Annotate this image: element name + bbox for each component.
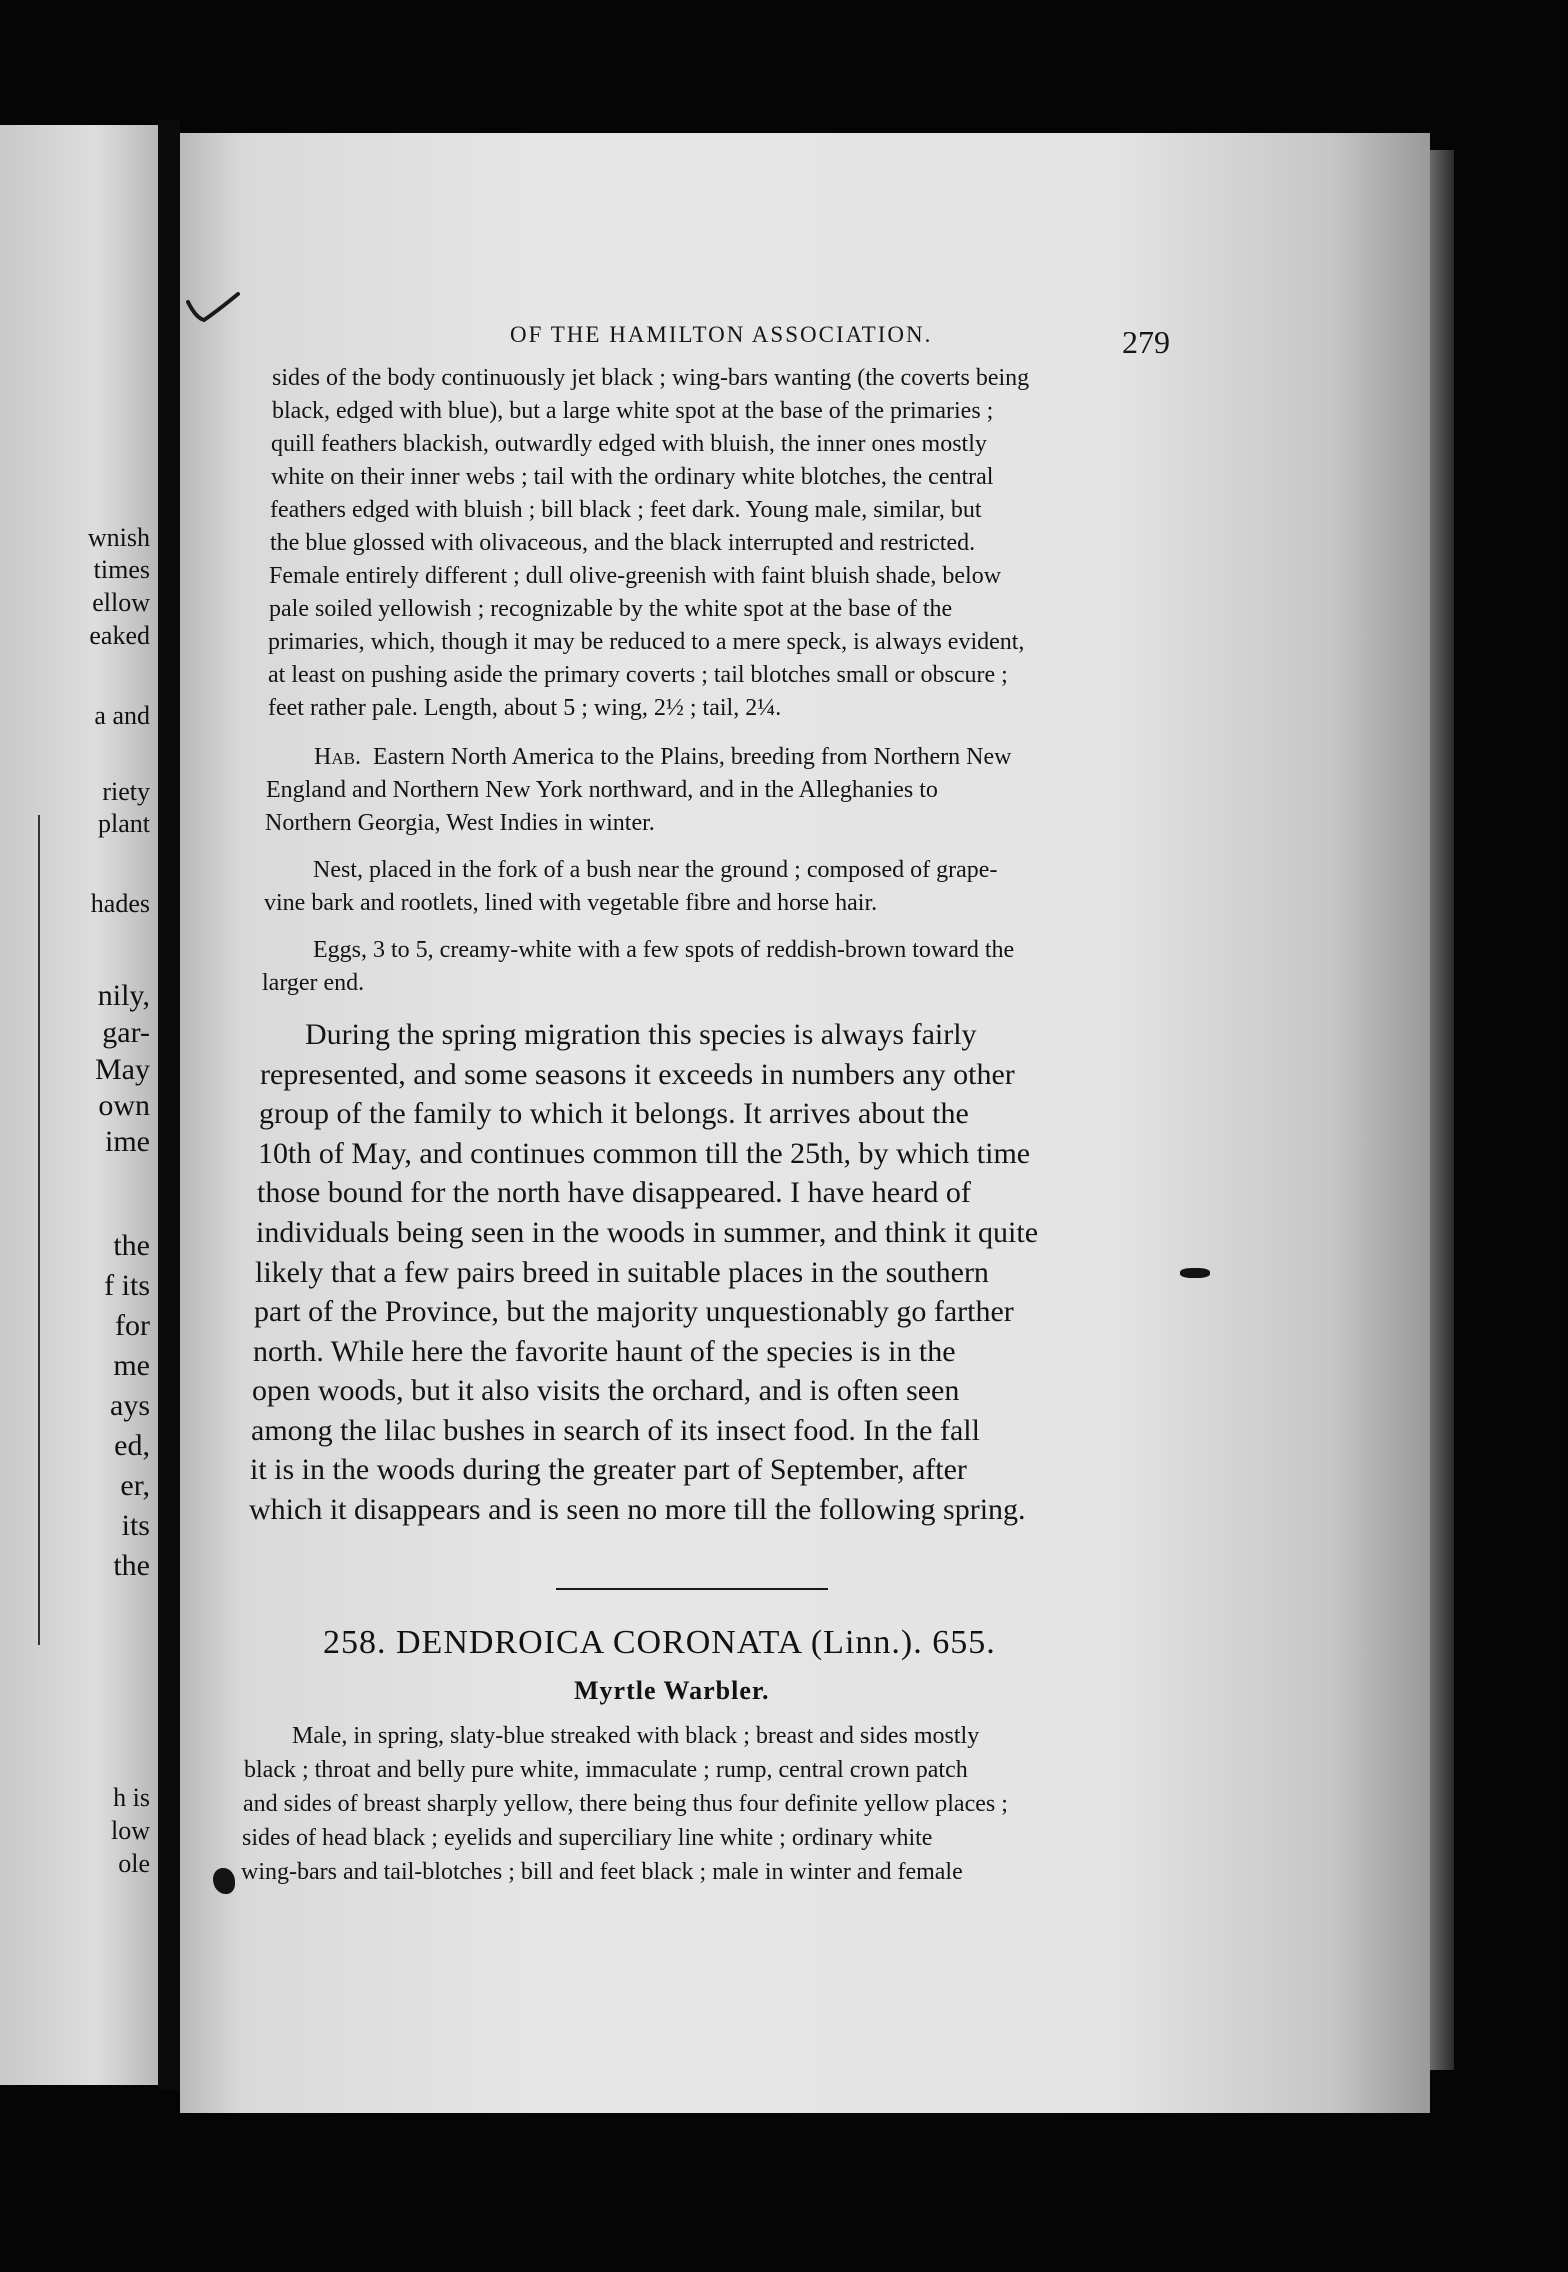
text-line: feet rather pale. Length, about 5 ; wing, 2½ ; tail, 2¼. xyxy=(268,695,782,721)
text-line: larger end. xyxy=(262,970,365,996)
text-line: Nest, placed in the fork of a bush near the ground ; composed of grape- xyxy=(313,857,998,883)
habitat-label: Hab. xyxy=(314,744,361,770)
text-line: the blue glossed with olivaceous, and the black interrupted and restricted. xyxy=(270,530,976,556)
text-line: Eggs, 3 to 5, creamy-white with a few spots of reddish-brown toward the xyxy=(313,937,1015,963)
prev-page-fragment: er, xyxy=(120,1469,150,1502)
text-line: sides of the body continuously jet black ; wing-bars wanting (the coverts being xyxy=(272,365,1030,391)
prev-page-fragment: times xyxy=(93,555,150,584)
prev-page-fragment: ime xyxy=(105,1125,150,1158)
text-line: open woods, but it also visits the orchard, and is often seen xyxy=(252,1374,960,1407)
pencil-checkmark-icon xyxy=(186,290,242,330)
text-line xyxy=(314,745,1011,769)
text-line: at least on pushing aside the primary coverts ; tail blotches small or obscure ; xyxy=(268,662,1008,688)
ink-blot xyxy=(213,1868,235,1894)
text-line: among the lilac bushes in search of its insect food. In the fall xyxy=(251,1414,980,1447)
text-line: white on their inner webs ; tail with the ordinary white blotches, the central xyxy=(271,464,994,490)
page-edge-shadow xyxy=(1430,150,1454,2070)
running-header: OF THE HAMILTON ASSOCIATION. xyxy=(510,322,933,347)
prev-page-fragment: ole xyxy=(118,1849,150,1878)
text-line: Male, in spring, slaty-blue streaked with black ; breast and sides mostly xyxy=(292,1723,980,1749)
common-name-heading: Myrtle Warbler. xyxy=(574,1676,770,1705)
prev-page-fragment: wnish xyxy=(87,523,150,552)
text-line: quill feathers blackish, outwardly edged with bluish, the inner ones mostly xyxy=(271,431,987,457)
prev-page-fragment: gar- xyxy=(102,1016,150,1049)
text-line: black, edged with blue), but a large white spot at the base of the primaries ; xyxy=(272,398,994,424)
page-number: 279 xyxy=(1122,324,1170,360)
text-line: vine bark and rootlets, lined with vegetable fibre and horse hair. xyxy=(264,890,878,916)
text-line: those bound for the north have disappeared. I have heard of xyxy=(257,1176,971,1209)
ink-mark xyxy=(1180,1268,1210,1278)
text-line: During the spring migration this species is always fairly xyxy=(305,1018,977,1051)
prev-page-fragment: for xyxy=(115,1309,150,1342)
text-line: wing-bars and tail-blotches ; bill and feet black ; male in winter and female xyxy=(241,1859,963,1885)
text-line: north. While here the favorite haunt of the species is in the xyxy=(253,1335,956,1368)
prev-page-fragment: its xyxy=(121,1509,150,1542)
prev-page-fragment: plant xyxy=(98,809,150,838)
species-heading: 258. DENDROICA CORONATA (Linn.). 655. xyxy=(323,1624,996,1661)
prev-page-fragment: a and xyxy=(94,701,150,730)
prev-page-fragment: hades xyxy=(90,889,150,918)
prev-page-fragment: ed, xyxy=(114,1429,150,1462)
text-line: feathers edged with bluish ; bill black ; feet dark. Young male, similar, but xyxy=(270,497,982,523)
prev-page-fragment: eaked xyxy=(89,621,150,650)
text-line: black ; throat and belly pure white, immaculate ; rump, central crown patch xyxy=(244,1757,968,1783)
section-divider xyxy=(556,1588,828,1590)
text-line: England and Northern New York northward, and in the Alleghanies to xyxy=(266,777,938,803)
prev-page-fragment: the xyxy=(113,1549,150,1582)
prev-page-fragment: ays xyxy=(110,1389,150,1422)
prev-page-fragment: nily, xyxy=(97,979,150,1012)
prev-page-fragment: the xyxy=(113,1229,150,1262)
text-line: sides of head black ; eyelids and superciliary line white ; ordinary white xyxy=(242,1825,933,1851)
prev-page-fragment: f its xyxy=(104,1269,150,1302)
prev-page-fragment: May xyxy=(95,1053,150,1086)
text-line: and sides of breast sharply yellow, there being thus four definite yellow places ; xyxy=(243,1791,1008,1817)
text-line: represented, and some seasons it exceeds in numbers any other xyxy=(260,1058,1015,1091)
text-line: group of the family to which it belongs. It arrives about the xyxy=(259,1097,969,1130)
prev-page-fragment: ellow xyxy=(92,588,150,617)
previous-page-edge xyxy=(0,125,158,2085)
prev-page-fragment: low xyxy=(111,1816,150,1845)
text-line: likely that a few pairs breed in suitable places in the southern xyxy=(255,1256,989,1289)
text-line: individuals being seen in the woods in summer, and think it quite xyxy=(256,1216,1039,1249)
text-line: it is in the woods during the greater part of September, after xyxy=(250,1453,967,1486)
text-line: Eastern North America to the Plains, breeding from Northern New xyxy=(372,744,1012,770)
book-gutter xyxy=(158,120,180,2090)
text-line: 10th of May, and continues common till the 25th, by which time xyxy=(258,1137,1031,1170)
text-line: Northern Georgia, West Indies in winter. xyxy=(265,810,655,836)
text-line: primaries, which, though it may be reduced to a mere speck, is always evident, xyxy=(268,629,1025,655)
prev-page-fragment: me xyxy=(113,1349,150,1382)
previous-page-column-rule xyxy=(38,815,40,1645)
text-line: pale soiled yellowish ; recognizable by the white spot at the base of the xyxy=(269,596,953,622)
prev-page-fragment: h is xyxy=(113,1783,150,1812)
prev-page-fragment: riety xyxy=(102,777,150,806)
text-line: Female entirely different ; dull olive-greenish with faint bluish shade, below xyxy=(269,563,1002,589)
text-line: which it disappears and is seen no more till the following spring. xyxy=(249,1493,1026,1526)
text-line: part of the Province, but the majority unquestionably go farther xyxy=(254,1295,1014,1328)
prev-page-fragment: own xyxy=(98,1089,150,1122)
